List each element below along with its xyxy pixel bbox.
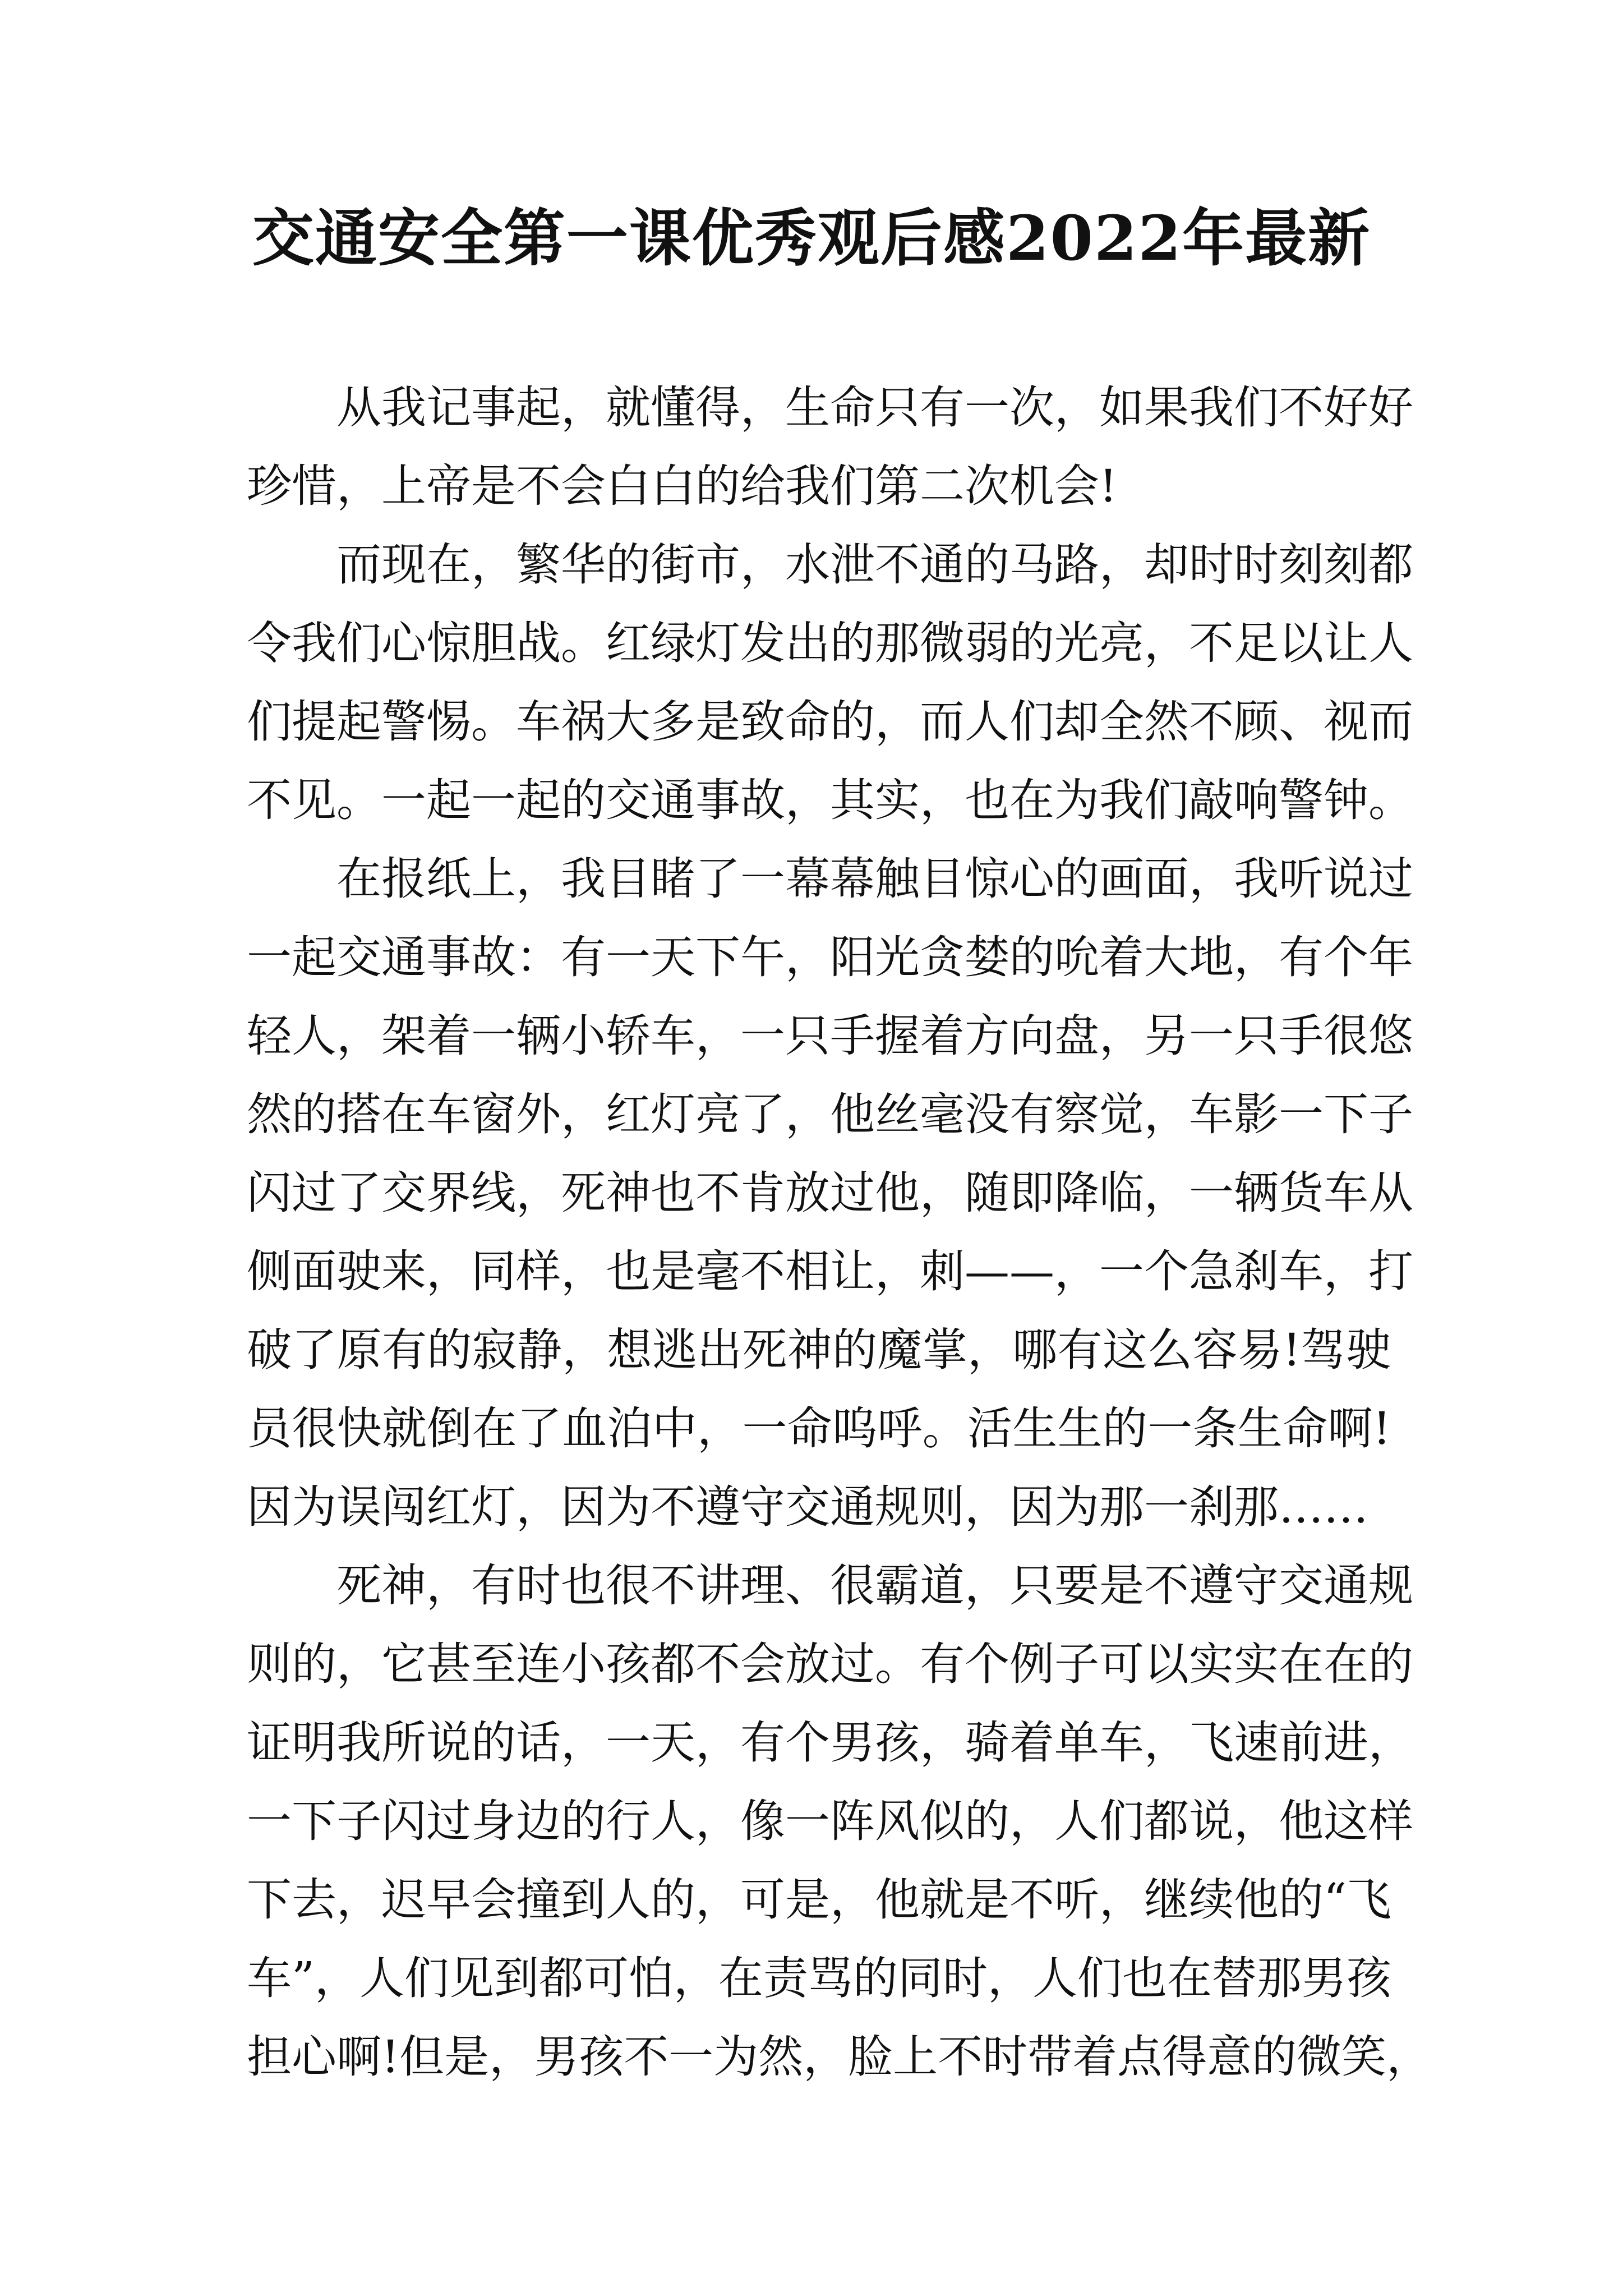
paragraph-3-line-3: 轻人，架着一辆小轿车，一只手握着方向盘，另一只手很悠 (247, 1010, 1413, 1062)
paragraph-4-line-3: 证明我所说的话，一天，有个男孩，骑着单车，飞速前进， (247, 1717, 1413, 1769)
paragraph-3-line-8: 员很快就倒在了血泊中，一命呜呼。活生生的一条生命啊! (247, 1402, 1391, 1455)
paragraph-3-line-1: 在报纸上，我目睹了一幕幕触目惊心的画面，我听说过 (336, 853, 1413, 905)
paragraph-3-line-7: 破了原有的寂静，想逃出死神的魔掌，哪有这么容易!驾驶 (247, 1324, 1391, 1376)
paragraph-2-line-1: 而现在，繁华的街市，水泄不通的马路，却时时刻刻都 (336, 539, 1413, 591)
paragraph-4-line-6: 车”，人们见到都可怕，在责骂的同时，人们也在替那男孩 (247, 1952, 1391, 2004)
paragraph-3-line-9: 因为误闯红灯，因为不遵守交通规则，因为那一刹那…… (247, 1481, 1368, 1533)
paragraph-2-line-4: 不见。一起一起的交通事故，其实，也在为我们敲响警钟。 (247, 774, 1413, 826)
paragraph-4-line-1: 死神，有时也很不讲理、很霸道，只要是不遵守交通规 (336, 1559, 1413, 1612)
paragraph-4-line-7: 担心啊!但是，男孩不一为然，脸上不时带着点得意的微笑， (247, 2031, 1432, 2083)
paragraph-4-line-2: 则的，它甚至连小孩都不会放过。有个例子可以实实在在的 (247, 1638, 1413, 1690)
paragraph-3-line-6: 侧面驶来，同样，也是毫不相让，刺——，一个急刹车，打 (247, 1245, 1413, 1297)
paragraph-2-line-2: 令我们心惊胆战。红绿灯发出的那微弱的光亮，不足以让人 (247, 617, 1413, 669)
paragraph-1-line-2: 珍惜，上帝是不会白白的给我们第二次机会! (247, 460, 1118, 512)
paragraph-3-line-2: 一起交通事故：有一天下午，阳光贪婪的吮着大地，有个年 (247, 931, 1413, 983)
paragraph-1-line-1: 从我记事起，就懂得，生命只有一次，如果我们不好好 (336, 381, 1413, 434)
document-title: 交通安全第一课优秀观后感2022年最新 (252, 202, 1371, 274)
paragraph-4-line-4: 一下子闪过身边的行人，像一阵风似的，人们都说，他这样 (247, 1795, 1413, 1847)
paragraph-3-line-4: 然的搭在车窗外，红灯亮了，他丝毫没有察觉，车影一下子 (247, 1088, 1413, 1140)
paragraph-3-line-5: 闪过了交界线，死神也不肯放过他，随即降临，一辆货车从 (247, 1167, 1413, 1219)
paragraph-2-line-3: 们提起警惕。车祸大多是致命的，而人们却全然不顾、视而 (247, 696, 1413, 748)
paragraph-4-line-5: 下去，迟早会撞到人的，可是，他就是不听，继续他的“飞 (247, 1874, 1391, 1926)
